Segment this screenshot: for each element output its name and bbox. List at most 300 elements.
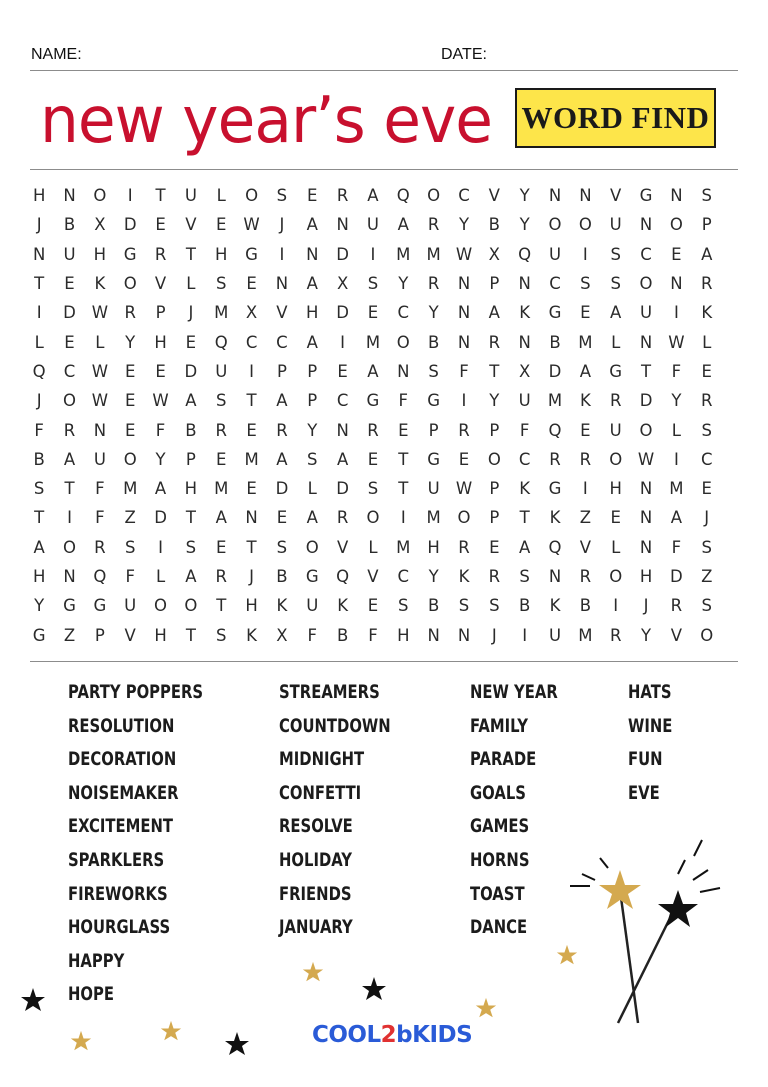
grid-letter: O [184,596,198,616]
word-list-item: RESOLVE [279,815,353,838]
grid-letter: T [185,244,196,264]
grid-letter: D [275,479,289,499]
grid-row [24,210,722,239]
brand-logo-part: 2 [380,1022,397,1048]
grid-letter: N [579,186,592,206]
grid-row [24,415,722,444]
word-list-item: HOURGLASS [68,916,171,939]
grid-row [24,562,722,591]
grid-letter: B [276,567,288,586]
grid-letter: R [609,391,622,411]
grid-letter: E [458,449,470,469]
grid-letter: I [279,244,285,264]
grid-letter: S [185,537,197,557]
grid-letter: A [397,215,409,235]
grid-letter: T [489,361,500,381]
grid-letter: U [306,596,319,616]
grid-letter: S [610,274,621,294]
grid-letter: R [336,186,349,206]
grid-letter: P [489,479,500,499]
grid-letter: S [215,391,227,411]
grid-letter: E [185,332,197,352]
grid-letter: Q [214,332,228,352]
grid-letter: E [246,420,257,440]
grid-letter: N [63,186,76,206]
grid-letter: Q [396,186,410,206]
grid-letter: I [461,391,467,411]
grid-letter: F [368,625,378,645]
grid-letter: X [336,274,349,294]
grid-row [24,533,722,562]
grid-letter: O [639,420,653,440]
grid-letter: J [188,303,194,323]
star-icon [20,987,46,1013]
grid-letter: W [91,391,109,411]
grid-letter: G [639,186,653,206]
grid-letter: F [671,361,682,381]
grid-row [24,327,722,356]
grid-letter: P [489,274,500,294]
grid-letter: I [582,244,588,264]
grid-letter: E [580,420,591,440]
grid-letter: O [669,215,683,235]
grid-letter: N [33,244,46,264]
grid-letter: H [154,332,167,352]
grid-letter: R [670,596,683,616]
grid-letter: E [701,361,712,381]
grid-letter: N [336,420,349,440]
page-title-text: new year’s eve [40,84,492,158]
grid-letter: S [124,537,136,557]
grid-letter: X [94,215,106,235]
grid-row [24,445,722,474]
grid-letter: B [488,215,500,235]
word-list-item: FUN [628,748,663,771]
grid-letter: O [578,215,592,235]
grid-letter: R [215,420,227,440]
grid-letter: A [215,508,227,528]
word-find-badge: WORD FIND [515,88,716,148]
grid-letter: E [610,508,621,528]
grid-letter: T [398,479,409,499]
grid-letter: W [243,215,260,235]
grid-letter: O [609,449,623,469]
grid-letter: R [701,274,713,294]
grid-letter: L [95,332,105,352]
grid-letter: O [396,332,410,352]
grid-letter: U [366,215,379,235]
grid-letter: I [249,361,255,381]
grid-letter: F [459,361,469,381]
grid-letter: G [609,361,623,381]
grid-letter: E [124,361,136,381]
grid-letter: N [639,537,653,557]
grid-letter: W [455,479,473,499]
grid-letter: X [519,361,531,381]
grid-letter: N [457,303,471,323]
grid-letter: S [367,274,379,294]
grid-letter: C [63,361,76,381]
grid-letter: I [127,186,133,206]
word-list-item: FAMILY [470,714,529,737]
grid-letter: V [670,625,683,645]
star-icon [475,997,497,1019]
grid-letter: R [94,537,106,557]
grid-letter: S [580,274,591,294]
grid-letter: H [184,479,198,499]
grid-letter: W [637,449,655,469]
grid-letter: S [701,537,712,557]
grid-letter: C [640,244,652,264]
grid-letter: L [307,479,317,499]
grid-letter: T [185,508,196,528]
grid-letter: Y [428,303,439,323]
grid-letter: E [489,537,500,557]
grid-letter: L [34,332,44,352]
letter-grid [24,181,722,650]
grid-letter: N [306,244,319,264]
grid-rule [30,661,738,662]
word-list-item: GOALS [470,781,526,804]
grid-letter: A [610,303,622,323]
grid-letter: Y [458,215,470,235]
grid-letter: E [671,244,682,264]
word-list-item: EVE [628,781,660,804]
grid-letter: G [63,596,76,616]
grid-letter: R [124,303,136,323]
grid-letter: V [276,303,288,323]
grid-letter: Y [519,186,530,206]
grid-letter: B [427,596,440,616]
grid-letter: K [94,274,106,294]
grid-letter: G [32,625,46,645]
grid-letter: J [36,391,42,411]
grid-letter: I [36,303,42,323]
grid-letter: R [701,391,713,411]
grid-letter: G [548,303,562,323]
grid-letter: C [458,186,470,206]
grid-letter: S [276,537,288,557]
grid-letter: S [276,186,288,206]
word-list-item: PARADE [470,748,537,771]
grid-letter: S [398,596,409,616]
grid-letter: T [216,596,227,616]
word-list-item: NEW YEAR [470,681,558,703]
grid-letter: M [123,479,138,499]
grid-letter: U [640,303,653,323]
grid-letter: C [518,449,531,469]
grid-letter: F [307,625,318,645]
word-list-item: HAPPY [68,949,125,972]
grid-letter: N [670,186,683,206]
grid-letter: U [609,420,622,440]
grid-letter: L [671,420,681,440]
grid-letter: M [244,449,259,469]
grid-letter: R [215,567,227,586]
word-list-item: FRIENDS [279,882,352,905]
word-list-item: WINE [628,714,673,737]
grid-letter: J [704,508,710,528]
grid-letter: G [427,391,441,411]
grid-letter: U [184,186,197,206]
grid-letter: J [36,215,42,235]
grid-letter: U [124,596,137,616]
grid-letter: G [123,244,137,264]
grid-letter: U [518,391,531,411]
grid-letter: A [336,449,349,469]
brand-logo-part: bKIDS [396,1022,473,1048]
grid-letter: O [305,537,319,557]
star-icon [224,1031,250,1057]
star-icon [70,1030,92,1052]
grid-letter: R [427,274,440,294]
grid-row [24,503,722,532]
grid-row [24,298,722,327]
page-title [38,84,498,164]
grid-row [24,181,722,210]
grid-letter: E [64,274,75,294]
grid-letter: V [367,567,379,586]
grid-letter: A [185,567,197,586]
grid-letter: H [215,244,228,264]
grid-letter: V [610,186,622,206]
grid-letter: T [246,537,257,557]
sparkler-wand-icon [560,830,735,1030]
grid-letter: D [548,361,562,381]
grid-letter: P [185,449,196,469]
grid-letter: S [215,625,227,645]
grid-letter: E [307,186,318,206]
grid-letter: N [427,625,440,645]
grid-letter: Y [641,625,652,645]
grid-letter: U [215,361,228,381]
grid-letter: A [519,537,531,557]
grid-letter: R [488,567,501,586]
grid-letter: O [123,449,137,469]
grid-letter: B [519,596,531,616]
grid-letter: H [245,596,258,616]
grid-letter: B [185,420,197,440]
grid-letter: I [370,244,376,264]
grid-letter: K [458,567,470,586]
grid-letter: F [34,420,44,440]
grid-letter: K [549,596,561,616]
grid-letter: B [427,332,440,352]
grid-letter: I [158,537,163,557]
grid-letter: A [276,391,288,411]
grid-letter: I [673,303,679,323]
grid-letter: E [124,391,136,411]
grid-letter: I [582,479,588,499]
name-label: NAME: [31,46,82,63]
grid-letter: E [367,449,379,469]
grid-letter: G [548,479,562,499]
grid-letter: D [123,215,137,235]
grid-letter: T [34,274,45,294]
grid-letter: S [458,596,470,616]
grid-letter: Q [518,244,532,264]
grid-row [24,620,722,649]
grid-letter: N [639,215,653,235]
word-list-item: FIREWORKS [68,882,168,905]
grid-letter: L [611,537,621,557]
grid-row [24,357,722,386]
grid-letter: W [91,361,109,381]
grid-letter: D [336,479,349,499]
grid-letter: T [519,508,530,528]
grid-letter: B [63,215,76,235]
grid-letter: O [700,625,714,645]
grid-letter: V [124,625,136,645]
header-rule [30,70,738,71]
grid-letter: P [307,391,318,411]
grid-letter: A [154,479,167,499]
grid-letter: R [276,420,288,440]
grid-letter: T [64,479,75,499]
grid-letter: O [93,186,107,206]
grid-letter: A [488,303,500,323]
grid-letter: M [578,625,593,645]
grid-letter: D [336,244,349,264]
grid-letter: S [701,420,712,440]
grid-letter: M [396,537,411,557]
grid-letter: N [518,332,531,352]
star-icon [302,961,324,983]
grid-letter: U [427,479,440,499]
grid-letter: M [214,303,229,323]
grid-letter: N [336,215,349,235]
grid-letter: W [152,391,169,411]
word-list-item: HOPE [68,983,114,1006]
grid-letter: B [336,625,349,645]
grid-letter: R [458,420,470,440]
grid-row [24,591,722,620]
grid-letter: O [609,567,623,586]
grid-letter: J [249,567,255,586]
grid-letter: N [245,508,258,528]
grid-letter: F [95,479,105,499]
grid-letter: Y [519,215,530,235]
grid-letter: M [426,508,441,528]
grid-letter: K [519,303,531,323]
grid-letter: I [613,596,619,616]
grid-letter: V [579,537,591,557]
grid-letter: Y [398,274,409,294]
grid-letter: Y [34,596,45,616]
grid-letter: T [34,508,45,528]
grid-letter: I [673,449,679,469]
brand-logo-part: COOL [312,1022,381,1048]
grid-letter: D [336,303,349,323]
grid-letter: O [548,215,562,235]
word-list-item: SPARKLERS [68,848,165,871]
word-list-item: PARTY POPPERS [68,681,204,703]
grid-letter: E [367,596,379,616]
grid-letter: F [398,391,409,411]
grid-letter: D [154,508,167,528]
grid-letter: J [491,625,497,645]
grid-letter: M [396,244,411,264]
grid-letter: Q [548,420,562,440]
grid-letter: E [398,420,409,440]
grid-letter: V [185,215,197,235]
grid-letter: V [488,186,500,206]
grid-letter: M [426,244,441,264]
word-list-item: TOAST [470,882,525,905]
grid-letter: A [185,391,197,411]
word-list-item: GAMES [470,815,530,838]
grid-letter: S [428,361,439,381]
grid-letter: A [367,186,379,206]
grid-letter: P [276,361,287,381]
grid-letter: H [639,567,653,586]
word-list-item: MIDNIGHT [279,748,365,771]
word-list-item: DANCE [470,916,528,939]
grid-letter: T [398,449,409,469]
grid-letter: X [488,244,500,264]
grid-letter: O [427,186,441,206]
grid-letter: O [63,537,77,557]
grid-letter: R [579,449,592,469]
grid-letter: S [215,274,227,294]
grid-letter: Q [548,537,562,557]
grid-letter: A [306,274,318,294]
word-list-column-1 [68,676,241,1012]
grid-letter: S [33,479,45,499]
grid-letter: F [519,420,530,440]
grid-letter: O [123,274,137,294]
star-icon [361,976,387,1002]
grid-letter: B [33,449,45,469]
grid-letter: N [275,274,289,294]
grid-letter: N [639,332,653,352]
grid-letter: R [336,508,349,528]
grid-row [24,474,722,503]
grid-letter: Q [93,567,107,586]
grid-letter: O [154,596,168,616]
grid-letter: D [63,303,76,323]
grid-letter: S [307,449,318,469]
grid-letter: V [336,537,349,557]
grid-letter: J [279,215,285,235]
grid-letter: O [245,186,259,206]
grid-letter: C [397,567,410,586]
grid-letter: N [93,420,107,440]
word-list-column-4 [628,676,685,810]
grid-letter: U [93,449,106,469]
grid-letter: O [487,449,501,469]
grid-letter: G [366,391,380,411]
grid-letter: A [33,537,45,557]
grid-letter: Y [489,391,500,411]
grid-letter: E [216,537,227,557]
grid-letter: R [63,420,76,440]
grid-letter: K [337,596,349,616]
grid-letter: K [579,391,591,411]
grid-letter: S [610,244,621,264]
grid-letter: U [609,215,622,235]
grid-letter: Z [124,508,136,528]
grid-letter: G [427,449,441,469]
grid-letter: C [245,332,258,352]
grid-letter: B [549,332,561,352]
grid-letter: U [548,625,562,645]
grid-letter: E [155,215,166,235]
grid-letter: M [669,479,684,499]
grid-letter: H [306,303,319,323]
grid-letter: A [367,361,379,381]
grid-letter: B [579,596,592,616]
